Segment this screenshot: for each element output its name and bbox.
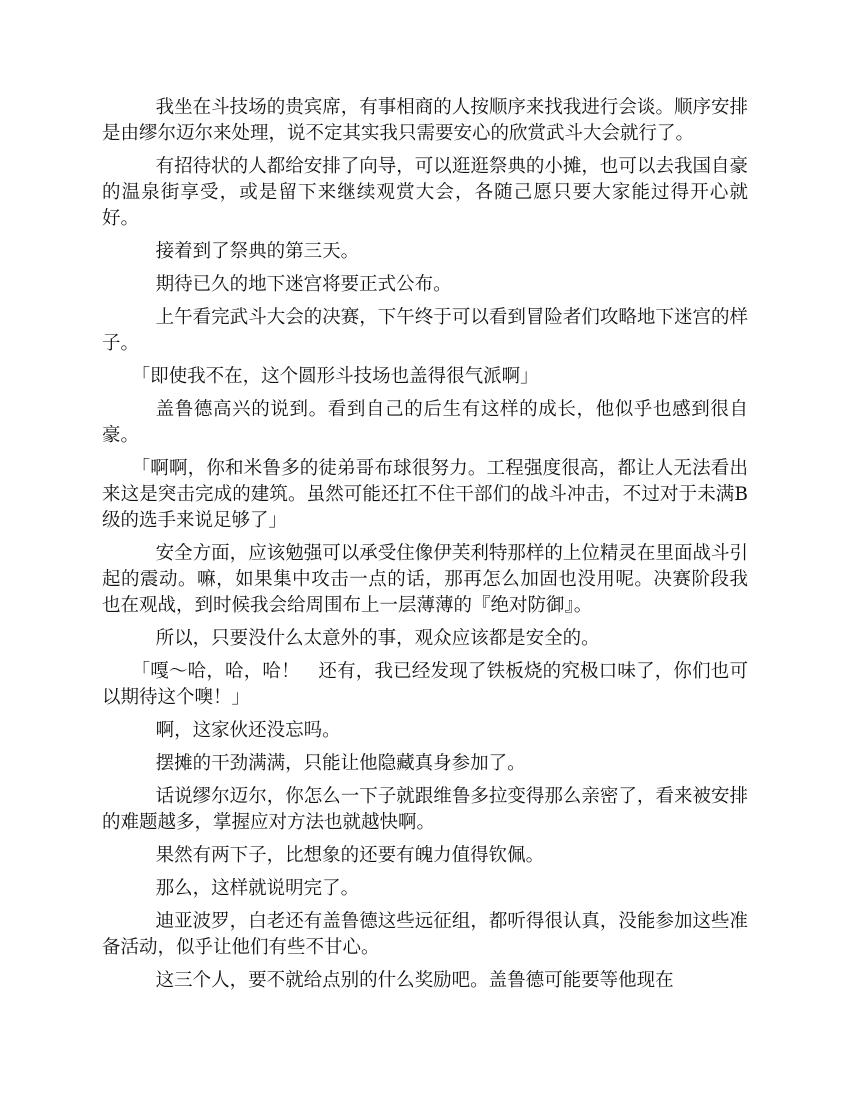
paragraph: 安全方面，应该勉强可以承受住像伊芙利特那样的上位精灵在里面战斗引起的震动。嘛，如果集中攻击一点的话，那再怎么加固也没用呢。决赛阶段我也在观战，到时候我会给周围布上一层薄薄的『绝对防御』。 [102, 543, 748, 616]
paragraph: 所以，只要没什么太意外的事，观众应该都是安全的。 [155, 628, 600, 649]
paragraph: 摆摊的干劲满满，只能让他隐藏真身参加了。 [155, 753, 526, 774]
paragraph: 接着到了祭典的第三天。 [155, 241, 360, 262]
paragraph: 这三个人，要不就给点别的什么奖励吧。盖鲁德可能要等他现在 [155, 970, 674, 991]
paragraph: 上午看完武斗大会的决赛，下午终于可以看到冒险者们攻略地下迷宫的样子。 [102, 307, 748, 354]
dialogue-paragraph: 「即使我不在，这个圆形斗技场也盖得很气派啊」 [131, 366, 539, 387]
paragraph: 那么，这样就说明完了。 [155, 878, 360, 899]
paragraph: 迪亚波罗，白老还有盖鲁德这些远征组，都听得很认真，没能参加这些准备活动，似乎让他们有些不甘心。 [102, 911, 748, 958]
paragraph: 果然有两下子，比想象的还要有魄力值得钦佩。 [155, 845, 545, 866]
dialogue-paragraph: 「嘎～哈，哈，哈！ 还有，我已经发现了铁板烧的究极口味了，你们也可以期待这个噢！」 [102, 661, 748, 708]
paragraph: 我坐在斗技场的贵宾席，有事相商的人按顺序来找我进行会谈。顺序安排是由缪尔迈尔来处理，说不定其实我只需要安心的欣赏武斗大会就行了。 [102, 97, 748, 144]
paragraph: 话说缪尔迈尔，你怎么一下子就跟维鲁多拉变得那么亲密了，看来被安排的难题越多，掌握应对方法也就越快啊。 [102, 786, 748, 833]
dialogue-paragraph: 「啊啊，你和米鲁多的徒弟哥布球很努力。工程强度很高，都让人无法看出来这是突击完成的建筑。虽然可能还扛不住干部们的战斗冲击，不过对于未满B级的选手来说足够了」 [102, 458, 748, 531]
paragraph: 啊，这家伙还没忘吗。 [155, 720, 341, 741]
paragraph: 期待已久的地下迷宫将要正式公布。 [155, 274, 452, 295]
paragraph: 盖鲁德高兴的说到。看到自己的后生有这样的成长，他似乎也感到很自豪。 [102, 399, 748, 446]
paragraph: 有招待状的人都给安排了向导，可以逛逛祭典的小摊，也可以去我国自豪的温泉街享受，或是留下来继续观赏大会，各随己愿只要大家能过得开心就好。 [102, 156, 748, 229]
novel-page [102, 95, 748, 1001]
